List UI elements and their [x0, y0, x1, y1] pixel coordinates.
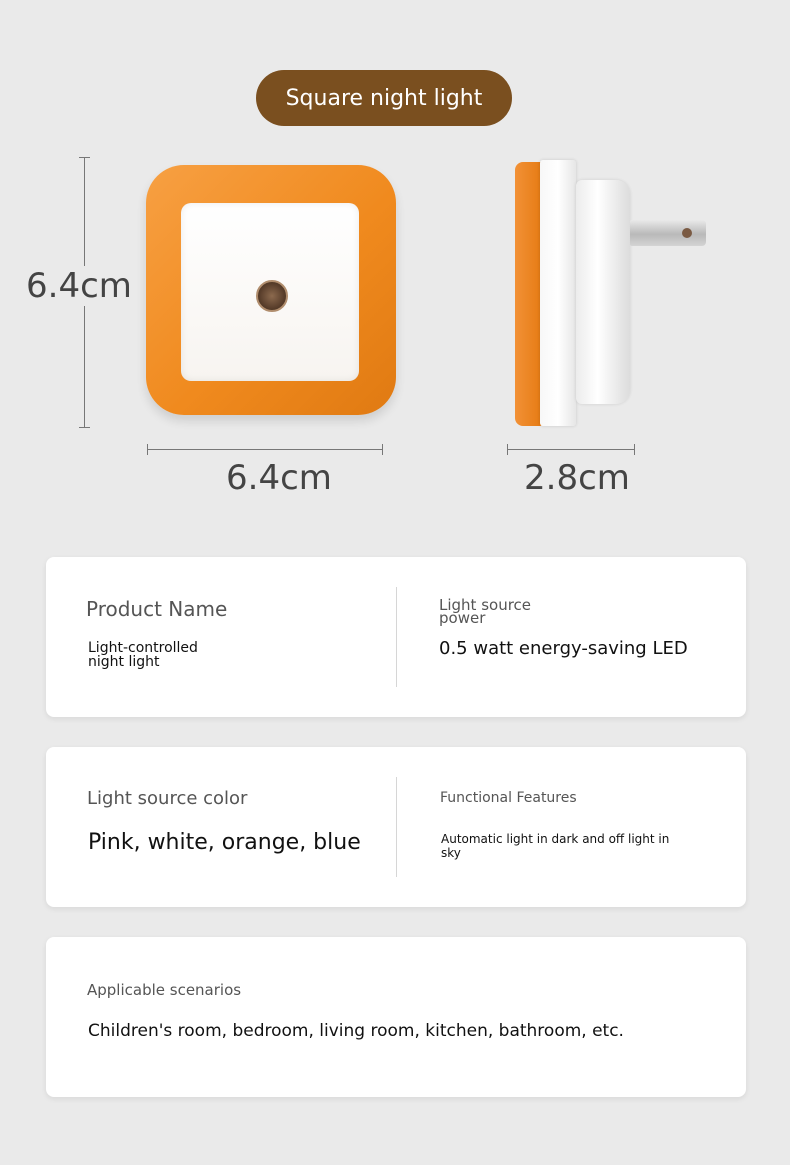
- scenarios-label: Applicable scenarios: [87, 981, 242, 999]
- features-line: sky: [441, 846, 461, 860]
- spec-card-name-power: [46, 557, 746, 717]
- plug-prong-icon: [630, 220, 706, 246]
- product-name-line: night light: [88, 654, 160, 670]
- power-label-line: Light source: [439, 596, 532, 614]
- side-panel: [540, 160, 576, 426]
- scenarios-value: Children's room, bedroom, living room, kitchen, bathroom, etc.: [88, 1021, 624, 1041]
- features-value: [441, 832, 669, 860]
- side-frame: [515, 162, 543, 426]
- dimension-cap: [634, 444, 635, 455]
- side-housing: [576, 180, 630, 404]
- power-label-line: power: [439, 609, 486, 627]
- color-label: Light source color: [87, 788, 248, 809]
- card-divider: [396, 587, 397, 687]
- features-label: Functional Features: [440, 790, 577, 806]
- dimension-cap: [79, 427, 90, 428]
- title-text: Square night light: [285, 85, 483, 111]
- product-name-line: Light-controlled: [88, 640, 198, 656]
- features-line: Automatic light in dark and off light in: [441, 832, 670, 846]
- power-value: 0.5 watt energy-saving LED: [439, 638, 688, 659]
- spec-card-scenarios: [46, 937, 746, 1097]
- height-label: 6.4cm: [22, 266, 136, 306]
- title-banner: [256, 70, 512, 126]
- color-value: Pink, white, orange, blue: [88, 830, 361, 855]
- light-sensor-icon: [256, 280, 288, 312]
- prong-hole: [682, 228, 692, 238]
- light-panel: [181, 203, 359, 381]
- dimension-cap: [382, 444, 383, 455]
- spec-card-color-features: [46, 747, 746, 907]
- dimension-line: [147, 449, 383, 450]
- night-light-front: [146, 165, 396, 415]
- card-divider: [396, 777, 397, 877]
- power-label: [439, 596, 532, 627]
- product-name-label: Product Name: [86, 597, 228, 621]
- product-name-value: [88, 641, 198, 669]
- dimension-line: [507, 449, 635, 450]
- width-label: 6.4cm: [222, 458, 336, 498]
- depth-label: 2.8cm: [520, 458, 634, 498]
